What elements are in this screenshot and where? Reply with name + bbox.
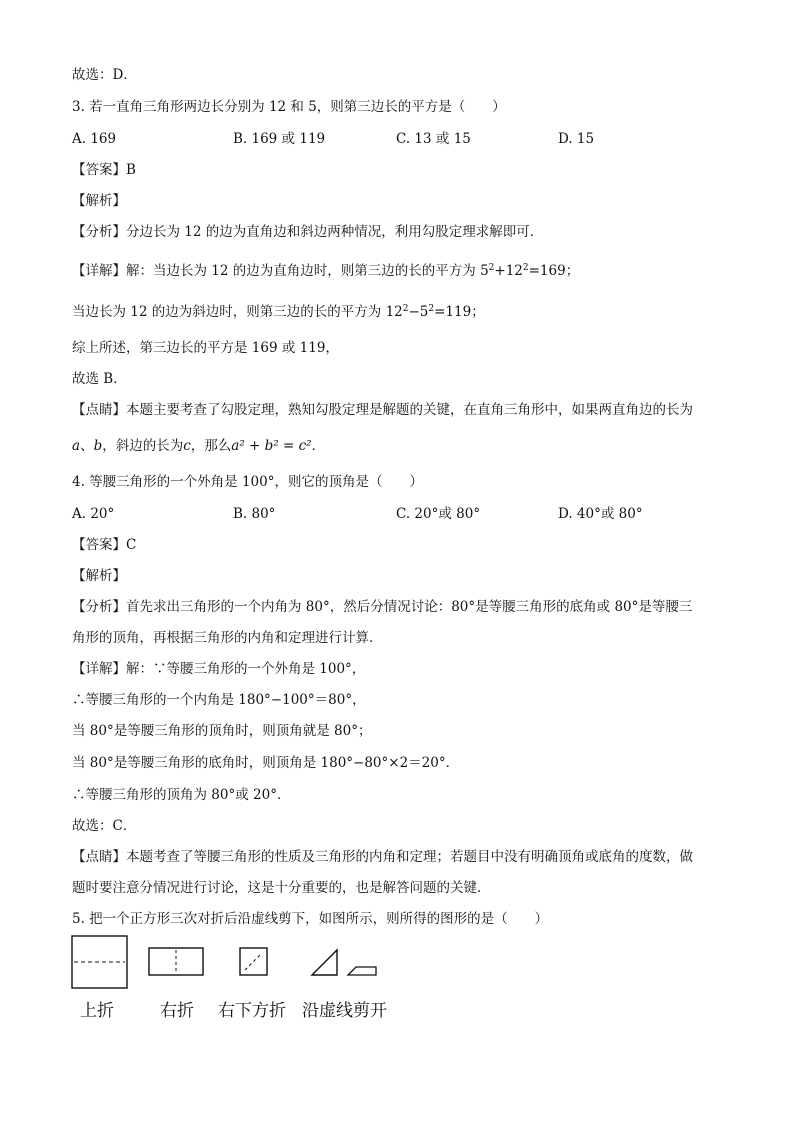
q3-line4: 故选 B． [72,371,127,387]
analysis-tag: 【解析】 [72,193,126,209]
caption-fold-up: 上折 [80,1001,114,1021]
fold-right-figure [147,946,205,978]
q3-dianjing: 【点睛】本题主要考查了勾股定理，熟知勾股定理是解题的关键，在直角三角形中，如果两直角边的长为 [72,402,693,418]
fenxi-tag: 【分析】 [72,224,126,240]
q4-dianjing-2: 题时要注意分情况进行讨论，这是十分重要的，也是解答问题的关键． [72,880,491,896]
q4-fenxi: 【分析】首先求出三角形的一个内角为 80°，然后分情况讨论：80°是等腰三角形的底角或 80°是等腰三 [72,599,693,615]
q4-line5: ∴等腰三角形的顶角为 80°或 20°． [72,787,291,803]
equation-1: $5^2+12^2=169$； [480,263,580,279]
q3-dianjing-2: a、b，斜边的长为c，那么a² + b² = c²． [72,438,326,454]
q4-option-b: B. 80° [233,506,276,522]
q4-option-c: C. 20°或 80° [396,506,481,522]
q4-xiangjie: 【详解】解：∵等腰三角形的一个外角是 100°， [72,661,366,677]
q4-analysis-tag: 【解析】 [72,568,126,584]
q4-fenxi-2: 角形的顶角，再根据三角形的内角和定理进行计算． [72,630,383,646]
equation-2: $12^2-5^2=119$； [385,304,485,320]
dianjing-tag: 【点睛】 [72,402,126,418]
q3-option-a: A. 169 [72,131,117,147]
q4-stem: 4. 等腰三角形的一个外角是 100°，则它的顶角是（ ） [72,474,423,490]
q3-line3: 综上所述，第三边长的平方是 169 或 119， [72,340,339,356]
q3-analysis-tag [72,192,126,210]
q3-fenxi [72,223,543,241]
q4-line2: ∴等腰三角形的一个内角是 180°−100°＝80°， [72,692,366,708]
q4-line6: 故选：C． [72,818,137,834]
q3-option-b: B. 169 或 119 [233,131,326,147]
q3-xiangjie [72,262,579,280]
cut-figure [308,946,380,978]
answer-value: B [126,162,136,178]
q3-answer [72,161,136,179]
answer-tag: 【答案】 [72,162,126,178]
q3-option-d: D. 15 [558,131,595,147]
q3-stem: 3. 若一直角三角形两边长分别为 12 和 5，则第三边长的平方是（ ） [72,99,506,115]
equation-3: a² + b² = c² [231,438,312,454]
caption-fold-down-right: 右下方折 [218,1001,286,1021]
caption-cut: 沿虚线剪开 [302,1001,387,1021]
caption-fold-right: 右折 [160,1001,194,1021]
q4-option-a: A. 20° [72,506,115,522]
q4-line3: 当 80°是等腰三角形的顶角时，则顶角就是 80°； [72,723,372,739]
fold-up-figure [70,934,130,990]
xiangjie-tag: 【详解】 [72,263,126,279]
fenxi-text: 分边长为 12 的边为直角边和斜边两种情况，利用勾股定理求解即可． [126,224,544,240]
q3-line2: 当边长为 12 的边为斜边时，则第三边的长的平方为 $12^2-5^2=119$； [72,304,485,320]
q4-answer: 【答案】C [72,537,137,553]
q5-stem: 5. 把一个正方形三次对折后沿虚线剪下，如图所示，则所得的图形的是（ ） [72,911,549,927]
prev-answer-line: 故选：D． [72,67,137,83]
q4-line4: 当 80°是等腰三角形的底角时，则顶角是 180°−80°×2＝20°． [72,755,460,771]
q3-option-c: C. 13 或 15 [396,131,471,147]
xiangjie-text: 解：当边长为 12 的边为直角边时，则第三边的长的平方为 [126,263,476,279]
q4-dianjing: 【点睛】本题考查了等腰三角形的性质及三角形的内角和定理；若题目中没有明确顶角或底角的度数，做 [72,849,693,865]
q4-option-d: D. 40°或 80° [558,506,643,522]
fold-down-right-figure [238,946,270,978]
